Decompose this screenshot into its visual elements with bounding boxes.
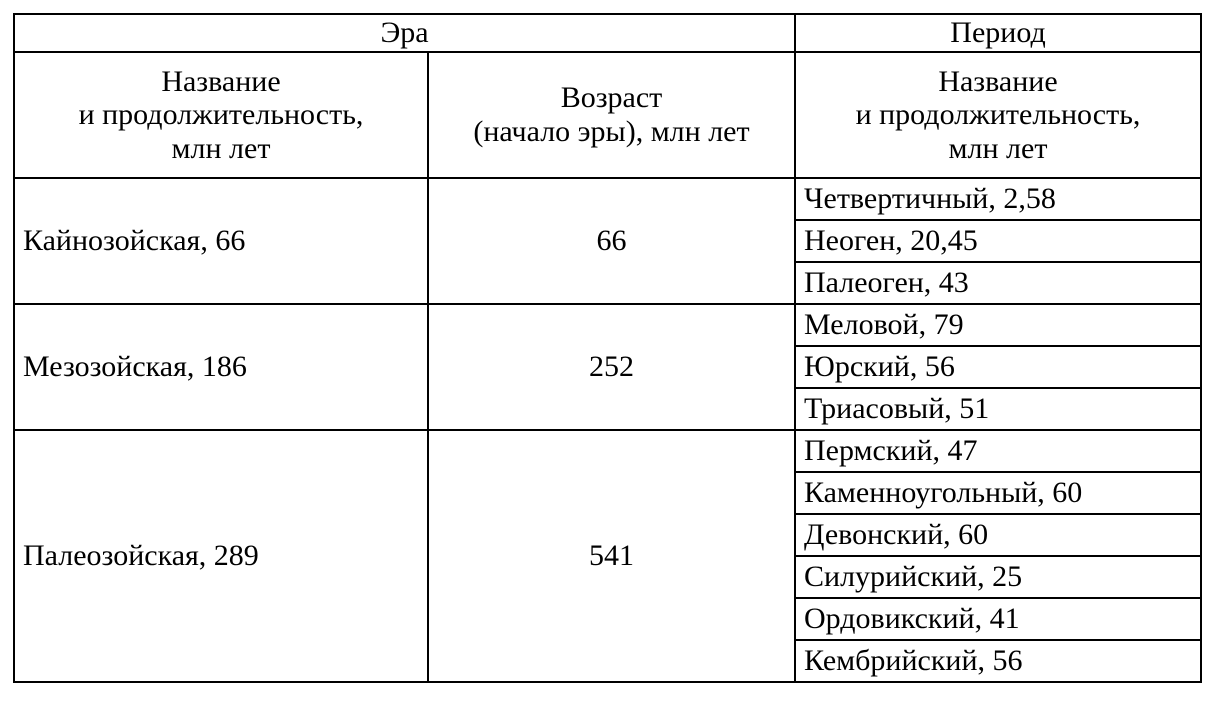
- period-cretaceous: Меловой, 79: [795, 304, 1201, 346]
- period-jurassic: Юрский, 56: [795, 346, 1201, 388]
- header-era: Эра: [14, 14, 795, 52]
- header-row-sub: [14, 52, 1201, 178]
- period-devonian: Девонский, 60: [795, 514, 1201, 556]
- header-period: Период: [795, 14, 1201, 52]
- header-period-name: [795, 52, 1201, 178]
- table-row: [14, 304, 1201, 346]
- era-name-cenozoic: Кайнозойская, 66: [14, 178, 428, 304]
- geologic-table: [13, 13, 1202, 683]
- era-age-mesozoic: 252: [428, 304, 795, 430]
- period-quaternary: Четвертичный, 2,58: [795, 178, 1201, 220]
- period-cambrian: Кембрийский, 56: [795, 640, 1201, 682]
- period-paleogene: Палеоген, 43: [795, 262, 1201, 304]
- era-age-cenozoic: 66: [428, 178, 795, 304]
- era-name-mesozoic: Мезозойская, 186: [14, 304, 428, 430]
- header-era-name-text: Название и продолжительность, млн лет: [78, 64, 364, 165]
- header-era-age: [428, 52, 795, 178]
- period-carboniferous: Каменноугольный, 60: [795, 472, 1201, 514]
- period-triassic: Триасовый, 51: [795, 388, 1201, 430]
- period-permian: Пермский, 47: [795, 430, 1201, 472]
- period-silurian: Силурийский, 25: [795, 556, 1201, 598]
- table-row: [14, 178, 1201, 220]
- period-ordovician: Ордовикский, 41: [795, 598, 1201, 640]
- header-row-top: [14, 14, 1201, 52]
- table-row: [14, 430, 1201, 472]
- header-era-name: [14, 52, 428, 178]
- era-age-paleozoic: 541: [428, 430, 795, 682]
- era-name-paleozoic: Палеозойская, 289: [14, 430, 428, 682]
- header-period-name-text: Название и продолжительность, млн лет: [855, 64, 1141, 165]
- header-era-age-text: Возраст (начало эры), млн лет: [473, 81, 750, 148]
- period-neogene: Неоген, 20,45: [795, 220, 1201, 262]
